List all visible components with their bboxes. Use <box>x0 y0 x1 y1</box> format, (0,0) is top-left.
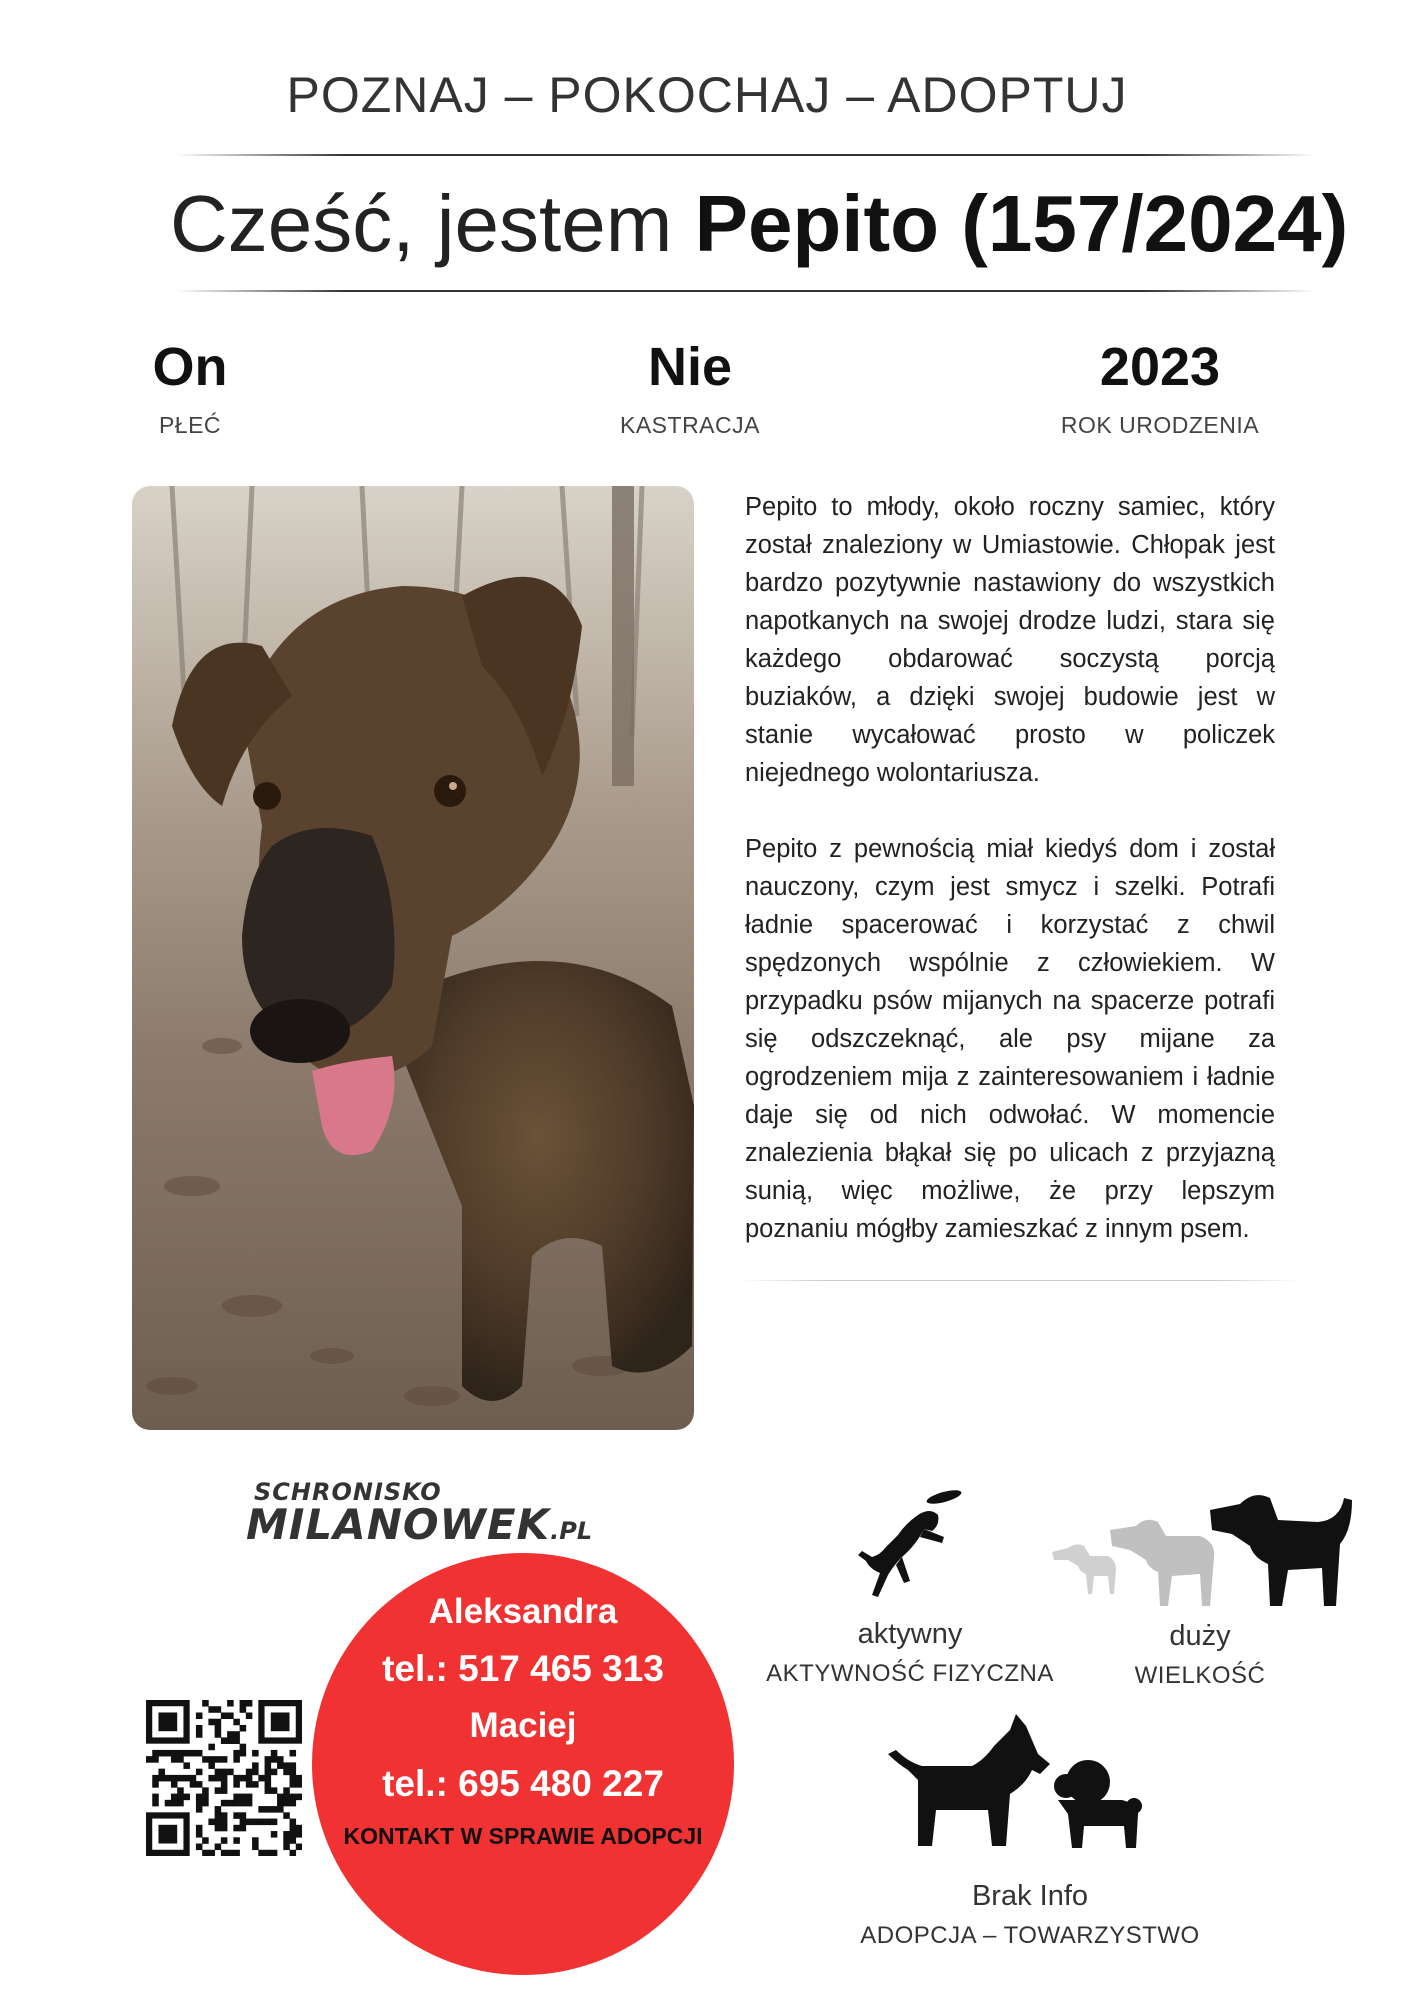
stat-value: Nie <box>647 337 733 397</box>
page-title <box>170 178 1348 270</box>
logo-line2: MILANOWEK <box>246 1500 551 1549</box>
contact-person-2: Maciej <box>469 1706 577 1745</box>
trait-companionship-label: ADOPCJA – TOWARZYSTWO <box>860 1922 1200 1949</box>
stat-label: KASTRACJA <box>620 412 760 438</box>
contact-caption: KONTAKT W SPRAWIE ADOPCJI <box>343 1823 703 1849</box>
greeting: Cześć, jestem <box>170 179 673 268</box>
stat-value: On <box>152 337 228 397</box>
stat-value: 2023 <box>1099 337 1221 397</box>
contact-phone-1[interactable]: tel.: 517 465 313 <box>382 1648 664 1689</box>
shelter-logo <box>246 1478 592 1549</box>
stat-sex <box>100 336 280 439</box>
top-divider <box>175 154 1315 156</box>
dog-name: Pepito (157/2024) <box>694 179 1349 268</box>
logo-suffix: .PL <box>550 1517 593 1545</box>
description-paragraph: Pepito to młody, około roczny samiec, który został znaleziony w Umiastowie. Chłopak jest bardzo pozytywnie nastawiony do wszystkich napotkanych na swojej drodze ludzi, stara się każdego obdarować soczystą porcją buziaków, a dzięki swojej budowie jest w stanie wycałować prosto w policzek niejednego wolontariusza. <box>745 493 1275 787</box>
trait-companionship-value: Brak Info <box>971 1880 1089 1912</box>
dog-photo <box>132 486 694 1430</box>
trait-size-value: duży <box>1169 1620 1231 1652</box>
trait-size-label: WIELKOŚĆ <box>1134 1662 1266 1689</box>
description <box>745 488 1275 1286</box>
dog-companions-icon <box>888 1714 1144 1854</box>
contact-phone-2[interactable]: tel.: 695 480 227 <box>382 1763 664 1804</box>
contact-person-1: Aleksandra <box>428 1592 618 1631</box>
trait-activity-value: aktywny <box>857 1618 963 1650</box>
logo-line1: SCHRONISKO <box>254 1478 442 1506</box>
trait-activity-label: AKTYWNOŚĆ FIZYCZNA <box>766 1660 1054 1687</box>
tagline: POZNAJ – POKOCHAJ – ADOPTUJ <box>286 67 1128 123</box>
qr-code[interactable] <box>146 1700 302 1856</box>
jumping-dog-icon <box>858 1485 968 1605</box>
stat-birth-year <box>1040 336 1280 439</box>
stat-label: PŁEĆ <box>158 412 222 438</box>
stat-label: ROK URODZENIA <box>1060 412 1260 438</box>
stat-castration <box>570 336 810 439</box>
bottom-divider <box>175 290 1315 292</box>
description-paragraph: Pepito z pewnością miał kiedyś dom i został nauczony, czym jest smycz i szelki. Potrafi ładnie spacerować i korzystać z chwil spędzonych wspólnie z człowiekiem. W przypadku psów mijanych na spacerze potrafi się odszczeknąć, ale psy mijane za ogrodzeniem mija z zainteresowaniem i ładnie daje się od nich odwołać. W momencie znalezienia błąkał się po ulicach z przyjazną sunią, więc możliwe, że przy lepszym poznaniu mógłby zamieszkać z innym psem. <box>745 835 1275 1243</box>
description-divider <box>740 1280 1300 1281</box>
dog-sizes-icon <box>1050 1490 1360 1610</box>
